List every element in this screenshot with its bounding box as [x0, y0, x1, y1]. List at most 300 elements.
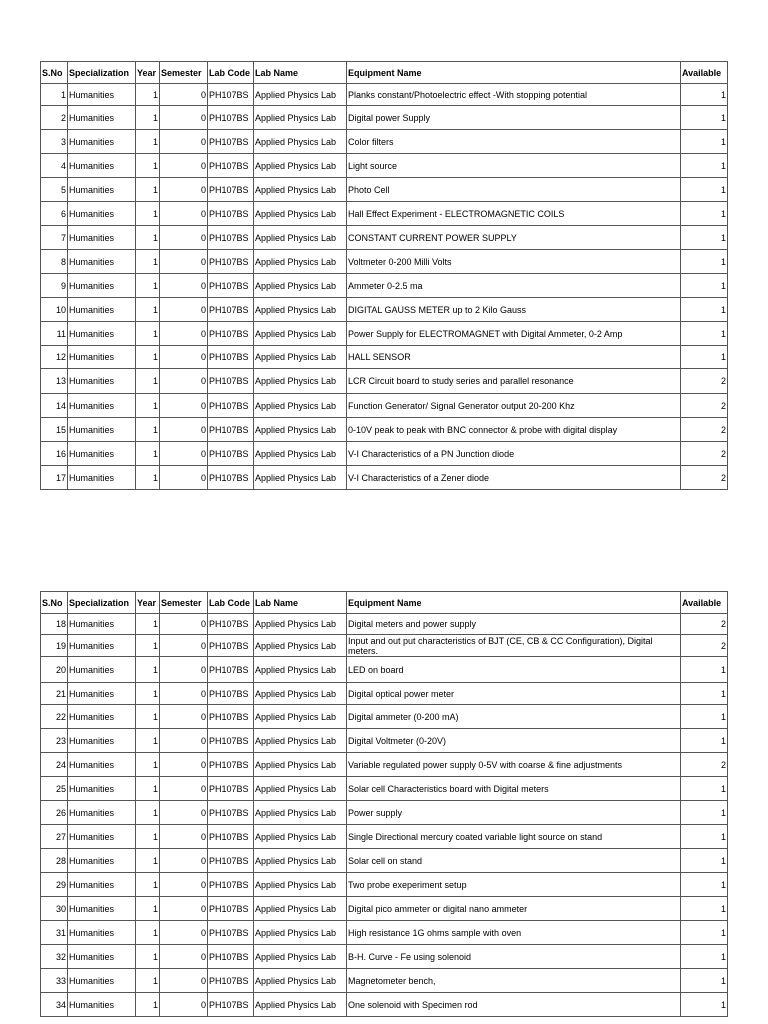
table-row [41, 993, 728, 1017]
cell-semester: 0 [160, 130, 208, 154]
cell-specialization: Humanities [68, 705, 136, 729]
cell-specialization: Humanities [68, 657, 136, 683]
cell-specialization: Humanities [68, 418, 136, 442]
cell-lab-code: PH107BS [208, 825, 254, 849]
table-row [41, 226, 728, 250]
cell-specialization: Humanities [68, 178, 136, 202]
cell-year: 1 [136, 154, 160, 178]
cell-year: 1 [136, 993, 160, 1017]
cell-equipment-name: Digital Voltmeter (0-20V) [347, 729, 681, 753]
table-row [41, 729, 728, 753]
table-row [41, 106, 728, 130]
cell-lab-code: PH107BS [208, 705, 254, 729]
cell-year: 1 [136, 873, 160, 897]
cell-lab-name: Applied Physics Lab [254, 683, 347, 705]
cell-equipment-name: Solar cell on stand [347, 849, 681, 873]
cell-year: 1 [136, 945, 160, 969]
cell-specialization: Humanities [68, 873, 136, 897]
cell-year: 1 [136, 130, 160, 154]
cell-available: 2 [681, 753, 728, 777]
cell-available: 1 [681, 274, 728, 298]
cell-specialization: Humanities [68, 969, 136, 993]
table-row [41, 753, 728, 777]
cell-lab-name: Applied Physics Lab [254, 753, 347, 777]
cell-equipment-name: Hall Effect Experiment - ELECTROMAGNETIC COILS [347, 202, 681, 226]
cell-semester: 0 [160, 154, 208, 178]
cell-sno: 32 [41, 945, 68, 969]
cell-equipment-name: DIGITAL GAUSS METER up to 2 Kilo Gauss [347, 298, 681, 322]
cell-sno: 5 [41, 178, 68, 202]
cell-semester: 0 [160, 614, 208, 635]
cell-lab-code: PH107BS [208, 683, 254, 705]
cell-available: 1 [681, 657, 728, 683]
cell-lab-code: PH107BS [208, 969, 254, 993]
cell-sno: 26 [41, 801, 68, 825]
cell-equipment-name: Input and out put characteristics of BJT (CE, CB & CC Configuration), Digital meters. [347, 635, 681, 657]
cell-available: 1 [681, 250, 728, 274]
cell-specialization: Humanities [68, 394, 136, 418]
cell-lab-code: PH107BS [208, 226, 254, 250]
cell-semester: 0 [160, 442, 208, 466]
cell-semester: 0 [160, 873, 208, 897]
cell-lab-code: PH107BS [208, 921, 254, 945]
cell-lab-code: PH107BS [208, 250, 254, 274]
cell-available: 1 [681, 106, 728, 130]
cell-equipment-name: 0-10V peak to peak with BNC connector & probe with digital display [347, 418, 681, 442]
cell-lab-name: Applied Physics Lab [254, 897, 347, 921]
cell-available: 1 [681, 801, 728, 825]
cell-lab-code: PH107BS [208, 614, 254, 635]
cell-specialization: Humanities [68, 614, 136, 635]
cell-lab-code: PH107BS [208, 635, 254, 657]
cell-lab-name: Applied Physics Lab [254, 322, 347, 346]
cell-specialization: Humanities [68, 466, 136, 490]
cell-lab-code: PH107BS [208, 369, 254, 394]
cell-lab-code: PH107BS [208, 154, 254, 178]
cell-equipment-name: LED on board [347, 657, 681, 683]
cell-lab-name: Applied Physics Lab [254, 178, 347, 202]
cell-lab-name: Applied Physics Lab [254, 635, 347, 657]
cell-available: 1 [681, 993, 728, 1017]
cell-available: 2 [681, 614, 728, 635]
cell-year: 1 [136, 369, 160, 394]
cell-semester: 0 [160, 466, 208, 490]
table-row [41, 921, 728, 945]
table-row [41, 442, 728, 466]
cell-lab-name: Applied Physics Lab [254, 84, 347, 106]
cell-sno: 17 [41, 466, 68, 490]
cell-specialization: Humanities [68, 250, 136, 274]
cell-year: 1 [136, 322, 160, 346]
cell-semester: 0 [160, 849, 208, 873]
cell-year: 1 [136, 657, 160, 683]
table-row [41, 202, 728, 226]
header-specialization: Specialization [68, 62, 136, 84]
cell-lab-name: Applied Physics Lab [254, 442, 347, 466]
table-row [41, 849, 728, 873]
table-row [41, 801, 728, 825]
cell-year: 1 [136, 442, 160, 466]
table-row [41, 657, 728, 683]
cell-equipment-name: Planks constant/Photoelectric effect -With stopping potential [347, 84, 681, 106]
cell-sno: 13 [41, 369, 68, 394]
cell-year: 1 [136, 394, 160, 418]
cell-specialization: Humanities [68, 801, 136, 825]
cell-equipment-name: CONSTANT CURRENT POWER SUPPLY [347, 226, 681, 250]
header-semester: Semester [160, 62, 208, 84]
cell-sno: 3 [41, 130, 68, 154]
cell-lab-code: PH107BS [208, 130, 254, 154]
header-equipment-name: Equipment Name [347, 592, 681, 614]
cell-year: 1 [136, 825, 160, 849]
cell-lab-name: Applied Physics Lab [254, 657, 347, 683]
cell-available: 1 [681, 705, 728, 729]
cell-semester: 0 [160, 418, 208, 442]
cell-equipment-name: High resistance 1G ohms sample with oven [347, 921, 681, 945]
cell-lab-code: PH107BS [208, 945, 254, 969]
cell-equipment-name: LCR Circuit board to study series and parallel resonance [347, 369, 681, 394]
cell-equipment-name: HALL SENSOR [347, 346, 681, 369]
cell-lab-name: Applied Physics Lab [254, 873, 347, 897]
cell-sno: 34 [41, 993, 68, 1017]
cell-semester: 0 [160, 705, 208, 729]
cell-semester: 0 [160, 202, 208, 226]
table-row [41, 322, 728, 346]
cell-specialization: Humanities [68, 202, 136, 226]
cell-semester: 0 [160, 84, 208, 106]
cell-semester: 0 [160, 394, 208, 418]
cell-lab-name: Applied Physics Lab [254, 466, 347, 490]
cell-lab-code: PH107BS [208, 418, 254, 442]
cell-equipment-name: Function Generator/ Signal Generator output 20-200 Khz [347, 394, 681, 418]
cell-lab-name: Applied Physics Lab [254, 825, 347, 849]
cell-equipment-name: Photo Cell [347, 178, 681, 202]
cell-semester: 0 [160, 729, 208, 753]
cell-available: 1 [681, 130, 728, 154]
cell-specialization: Humanities [68, 369, 136, 394]
table-body [41, 62, 728, 490]
cell-lab-code: PH107BS [208, 801, 254, 825]
cell-sno: 12 [41, 346, 68, 369]
cell-available: 1 [681, 226, 728, 250]
cell-specialization: Humanities [68, 226, 136, 250]
cell-equipment-name: Variable regulated power supply 0-5V with coarse & fine adjustments [347, 753, 681, 777]
cell-year: 1 [136, 801, 160, 825]
cell-sno: 28 [41, 849, 68, 873]
header-lab-code: Lab Code [208, 62, 254, 84]
cell-sno: 6 [41, 202, 68, 226]
cell-specialization: Humanities [68, 921, 136, 945]
cell-available: 1 [681, 729, 728, 753]
cell-semester: 0 [160, 969, 208, 993]
cell-available: 2 [681, 369, 728, 394]
cell-semester: 0 [160, 250, 208, 274]
cell-year: 1 [136, 466, 160, 490]
cell-lab-code: PH107BS [208, 202, 254, 226]
cell-sno: 1 [41, 84, 68, 106]
table-row [41, 250, 728, 274]
cell-sno: 8 [41, 250, 68, 274]
cell-year: 1 [136, 969, 160, 993]
cell-lab-code: PH107BS [208, 657, 254, 683]
table-row [41, 274, 728, 298]
cell-sno: 19 [41, 635, 68, 657]
cell-equipment-name: Digital power Supply [347, 106, 681, 130]
cell-lab-code: PH107BS [208, 442, 254, 466]
header-year: Year [136, 62, 160, 84]
cell-available: 2 [681, 466, 728, 490]
table-row [41, 969, 728, 993]
cell-lab-code: PH107BS [208, 346, 254, 369]
cell-specialization: Humanities [68, 154, 136, 178]
header-row [41, 592, 728, 614]
cell-lab-code: PH107BS [208, 873, 254, 897]
cell-available: 1 [681, 154, 728, 178]
cell-specialization: Humanities [68, 993, 136, 1017]
cell-available: 2 [681, 635, 728, 657]
cell-lab-code: PH107BS [208, 466, 254, 490]
cell-year: 1 [136, 921, 160, 945]
cell-specialization: Humanities [68, 753, 136, 777]
table-row [41, 84, 728, 106]
cell-year: 1 [136, 346, 160, 369]
cell-specialization: Humanities [68, 322, 136, 346]
cell-specialization: Humanities [68, 897, 136, 921]
cell-lab-name: Applied Physics Lab [254, 346, 347, 369]
cell-lab-code: PH107BS [208, 729, 254, 753]
cell-semester: 0 [160, 226, 208, 250]
cell-year: 1 [136, 614, 160, 635]
cell-sno: 10 [41, 298, 68, 322]
cell-lab-name: Applied Physics Lab [254, 729, 347, 753]
header-sno: S.No [41, 592, 68, 614]
cell-sno: 11 [41, 322, 68, 346]
header-lab-name: Lab Name [254, 592, 347, 614]
cell-specialization: Humanities [68, 298, 136, 322]
cell-available: 2 [681, 442, 728, 466]
cell-equipment-name: Digital pico ammeter or digital nano ammeter [347, 897, 681, 921]
cell-lab-code: PH107BS [208, 274, 254, 298]
cell-available: 1 [681, 921, 728, 945]
cell-available: 1 [681, 897, 728, 921]
cell-semester: 0 [160, 683, 208, 705]
table-row [41, 614, 728, 635]
cell-sno: 23 [41, 729, 68, 753]
cell-equipment-name: Two probe exeperiment setup [347, 873, 681, 897]
equipment-table-1 [40, 61, 728, 490]
table-row [41, 178, 728, 202]
cell-equipment-name: Power Supply for ELECTROMAGNET with Digital Ammeter, 0-2 Amp [347, 322, 681, 346]
cell-available: 1 [681, 777, 728, 801]
cell-equipment-name: V-I Characteristics of a Zener diode [347, 466, 681, 490]
cell-specialization: Humanities [68, 84, 136, 106]
cell-sno: 21 [41, 683, 68, 705]
cell-equipment-name: Solar cell Characteristics board with Digital meters [347, 777, 681, 801]
cell-lab-name: Applied Physics Lab [254, 250, 347, 274]
cell-lab-code: PH107BS [208, 298, 254, 322]
cell-lab-code: PH107BS [208, 178, 254, 202]
cell-sno: 31 [41, 921, 68, 945]
cell-lab-name: Applied Physics Lab [254, 202, 347, 226]
cell-semester: 0 [160, 921, 208, 945]
cell-semester: 0 [160, 274, 208, 298]
cell-lab-name: Applied Physics Lab [254, 993, 347, 1017]
cell-sno: 9 [41, 274, 68, 298]
cell-lab-code: PH107BS [208, 84, 254, 106]
cell-equipment-name: One solenoid with Specimen rod [347, 993, 681, 1017]
cell-year: 1 [136, 729, 160, 753]
cell-specialization: Humanities [68, 346, 136, 369]
table-row [41, 346, 728, 369]
header-semester: Semester [160, 592, 208, 614]
cell-sno: 4 [41, 154, 68, 178]
table-row [41, 369, 728, 394]
cell-year: 1 [136, 635, 160, 657]
header-row [41, 62, 728, 84]
cell-lab-name: Applied Physics Lab [254, 130, 347, 154]
cell-lab-name: Applied Physics Lab [254, 969, 347, 993]
cell-year: 1 [136, 202, 160, 226]
cell-available: 1 [681, 683, 728, 705]
cell-semester: 0 [160, 801, 208, 825]
cell-year: 1 [136, 106, 160, 130]
cell-sno: 27 [41, 825, 68, 849]
cell-sno: 16 [41, 442, 68, 466]
cell-sno: 33 [41, 969, 68, 993]
cell-lab-code: PH107BS [208, 753, 254, 777]
cell-lab-name: Applied Physics Lab [254, 705, 347, 729]
table-row [41, 394, 728, 418]
cell-year: 1 [136, 897, 160, 921]
cell-semester: 0 [160, 825, 208, 849]
cell-available: 2 [681, 418, 728, 442]
cell-equipment-name: Power supply [347, 801, 681, 825]
cell-lab-name: Applied Physics Lab [254, 849, 347, 873]
cell-available: 1 [681, 346, 728, 369]
header-lab-name: Lab Name [254, 62, 347, 84]
table-row [41, 705, 728, 729]
cell-equipment-name: Voltmeter 0-200 Milli Volts [347, 250, 681, 274]
cell-year: 1 [136, 683, 160, 705]
cell-lab-name: Applied Physics Lab [254, 801, 347, 825]
table-row [41, 154, 728, 178]
cell-available: 1 [681, 322, 728, 346]
cell-available: 1 [681, 298, 728, 322]
cell-specialization: Humanities [68, 683, 136, 705]
cell-year: 1 [136, 777, 160, 801]
cell-year: 1 [136, 753, 160, 777]
cell-semester: 0 [160, 777, 208, 801]
header-specialization: Specialization [68, 592, 136, 614]
cell-semester: 0 [160, 178, 208, 202]
cell-lab-name: Applied Physics Lab [254, 226, 347, 250]
cell-lab-code: PH107BS [208, 993, 254, 1017]
cell-year: 1 [136, 226, 160, 250]
cell-available: 2 [681, 394, 728, 418]
cell-available: 1 [681, 945, 728, 969]
cell-semester: 0 [160, 897, 208, 921]
cell-semester: 0 [160, 298, 208, 322]
cell-equipment-name: Color filters [347, 130, 681, 154]
table-row [41, 298, 728, 322]
cell-year: 1 [136, 705, 160, 729]
cell-year: 1 [136, 250, 160, 274]
cell-specialization: Humanities [68, 825, 136, 849]
cell-available: 1 [681, 873, 728, 897]
cell-lab-name: Applied Physics Lab [254, 418, 347, 442]
cell-lab-code: PH107BS [208, 394, 254, 418]
cell-semester: 0 [160, 369, 208, 394]
cell-sno: 24 [41, 753, 68, 777]
table-row [41, 130, 728, 154]
cell-specialization: Humanities [68, 274, 136, 298]
cell-available: 1 [681, 825, 728, 849]
header-available: Available [681, 592, 728, 614]
cell-lab-code: PH107BS [208, 106, 254, 130]
cell-specialization: Humanities [68, 635, 136, 657]
cell-lab-name: Applied Physics Lab [254, 394, 347, 418]
cell-available: 1 [681, 849, 728, 873]
table-row [41, 897, 728, 921]
cell-equipment-name: Digital optical power meter [347, 683, 681, 705]
cell-available: 1 [681, 202, 728, 226]
cell-year: 1 [136, 84, 160, 106]
cell-equipment-name: B-H. Curve - Fe using solenoid [347, 945, 681, 969]
cell-semester: 0 [160, 322, 208, 346]
cell-semester: 0 [160, 657, 208, 683]
cell-lab-name: Applied Physics Lab [254, 369, 347, 394]
cell-specialization: Humanities [68, 130, 136, 154]
table-body [41, 592, 728, 1017]
cell-available: 1 [681, 178, 728, 202]
cell-specialization: Humanities [68, 442, 136, 466]
cell-lab-code: PH107BS [208, 322, 254, 346]
cell-lab-code: PH107BS [208, 777, 254, 801]
header-lab-code: Lab Code [208, 592, 254, 614]
cell-equipment-name: Single Directional mercury coated variable light source on stand [347, 825, 681, 849]
table-row [41, 466, 728, 490]
cell-lab-name: Applied Physics Lab [254, 106, 347, 130]
equipment-table-2 [40, 591, 728, 1017]
header-available: Available [681, 62, 728, 84]
cell-sno: 2 [41, 106, 68, 130]
cell-specialization: Humanities [68, 729, 136, 753]
cell-lab-name: Applied Physics Lab [254, 614, 347, 635]
cell-equipment-name: Digital meters and power supply [347, 614, 681, 635]
cell-year: 1 [136, 418, 160, 442]
cell-sno: 29 [41, 873, 68, 897]
cell-semester: 0 [160, 635, 208, 657]
table-row [41, 777, 728, 801]
cell-semester: 0 [160, 753, 208, 777]
cell-equipment-name: Digital ammeter (0-200 mA) [347, 705, 681, 729]
cell-sno: 14 [41, 394, 68, 418]
table-row [41, 635, 728, 657]
cell-specialization: Humanities [68, 106, 136, 130]
cell-lab-name: Applied Physics Lab [254, 921, 347, 945]
cell-sno: 7 [41, 226, 68, 250]
cell-equipment-name: Magnetometer bench, [347, 969, 681, 993]
header-equipment-name: Equipment Name [347, 62, 681, 84]
cell-sno: 15 [41, 418, 68, 442]
cell-equipment-name: Light source [347, 154, 681, 178]
cell-sno: 22 [41, 705, 68, 729]
cell-semester: 0 [160, 993, 208, 1017]
cell-lab-name: Applied Physics Lab [254, 945, 347, 969]
cell-lab-name: Applied Physics Lab [254, 154, 347, 178]
cell-semester: 0 [160, 346, 208, 369]
cell-specialization: Humanities [68, 777, 136, 801]
